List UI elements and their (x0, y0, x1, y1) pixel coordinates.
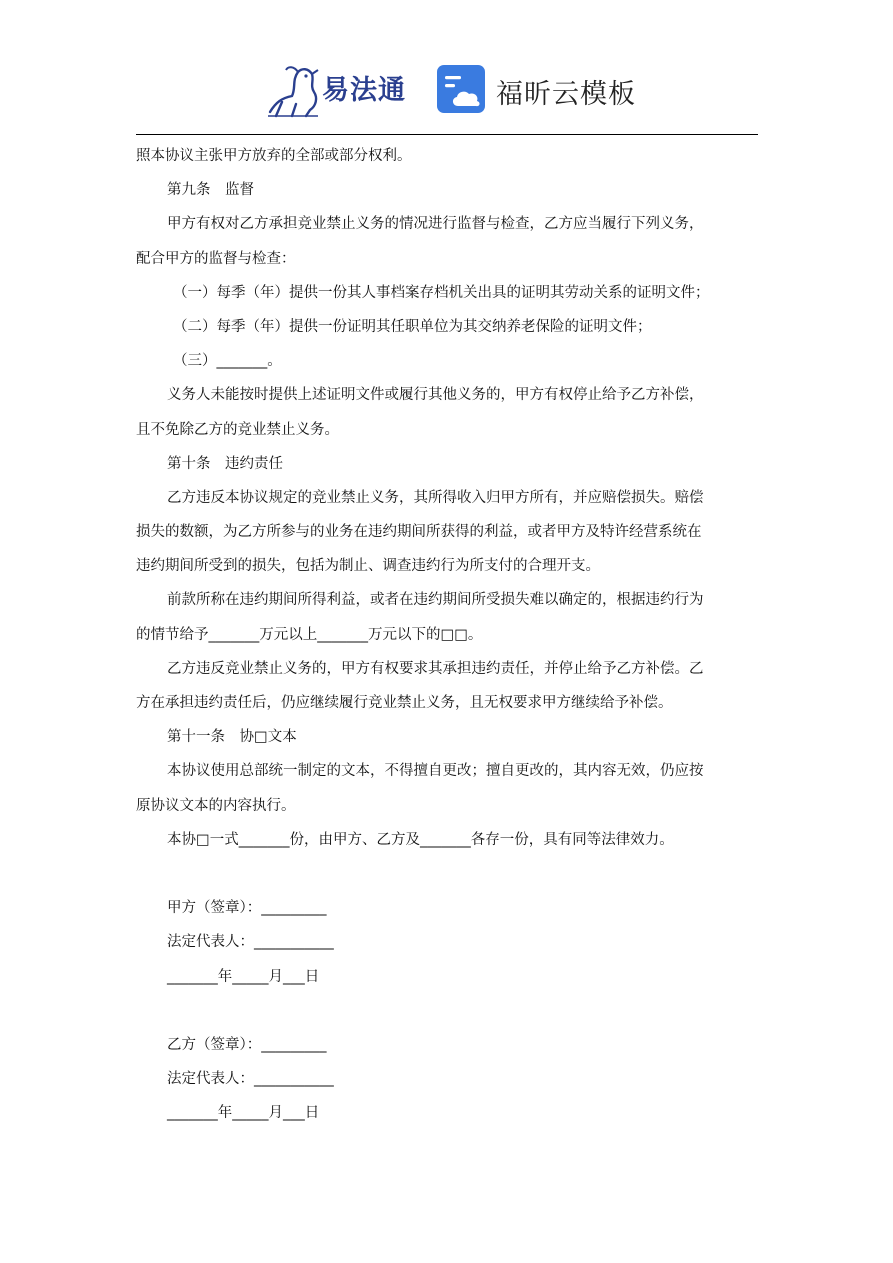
page-header (0, 60, 893, 122)
spacer (136, 863, 758, 897)
logo-yifatong-text: 易法通 (322, 75, 406, 106)
party-a-seal: 甲方（签章）：_________ (167, 900, 327, 917)
document-cloud-icon (436, 64, 486, 114)
party-a-date: _______年_____月___日 (167, 968, 320, 985)
body-line: 乙方违反竞业禁止义务的，甲方有权要求其承担违约责任，并停止给予乙方补偿。乙 (167, 660, 704, 677)
list-item: （一）每季（年）提供一份其人事档案存档机关出具的证明其劳动关系的证明文件； (173, 284, 710, 301)
article-10-heading: 第十条 违约责任 (167, 455, 283, 472)
body-line: 损失的数额，为乙方所参与的业务在违约期间所获得的利益，或者甲方及特许经营系统在 (136, 524, 702, 541)
body-line: 方在承担违约责任后，仍应继续履行竞业禁止义务，且无权要求甲方继续给予补偿。 (136, 695, 673, 711)
body-line: 乙方违反本协议规定的竞业禁止义务，其所得收入归甲方所有，并应赔偿损失。赔偿 (167, 489, 704, 506)
body-line: 的情节给予_______万元以上_______万元以下的□□。 (136, 626, 483, 643)
body-line: 照本协议主张甲方放弃的全部或部分权利。 (136, 148, 412, 164)
party-b-representative: 法定代表人：___________ (167, 1071, 334, 1088)
party-b-seal: 乙方（签章）：_________ (167, 1036, 327, 1053)
header-divider (136, 134, 758, 135)
body-line: 前款所称在违约期间所得利益，或者在违约期间所受损失难以确定的，根据违约行为 (167, 592, 704, 609)
body-line: 义务人未能按时提供上述证明文件或履行其他义务的，甲方有权停止给予乙方补偿， (167, 387, 704, 404)
body-line: 且不免除乙方的竞业禁止义务。 (136, 421, 339, 438)
party-a-representative: 法定代表人：___________ (167, 934, 334, 951)
body-line: 违约期间所受到的损失，包括为制止、调查违约行为所支付的合理开支。 (136, 558, 600, 575)
body-line: 甲方有权对乙方承担竞业禁止义务的情况进行监督与检查，乙方应当履行下列义务， (167, 216, 704, 233)
document-body (136, 145, 758, 1136)
article-11-heading: 第十一条 协□文本 (167, 729, 297, 746)
list-item: （三）_______。 (173, 353, 282, 370)
list-item: （二）每季（年）提供一份证明其任职单位为其交纳养老保险的证明文件； (173, 318, 652, 335)
body-line: 配合甲方的监督与检查： (136, 250, 296, 267)
body-line: 原协议文本的内容执行。 (136, 797, 296, 814)
body-line: 本协议使用总部统一制定的文本，不得擅自更改；擅自更改的，其内容无效，仍应按 (167, 763, 704, 780)
logo-fuxin-text: 福昕云模板 (496, 79, 636, 110)
body-line: 本协□一式_______份，由甲方、乙方及_______各存一份，具有同等法律效力。 (167, 831, 674, 848)
party-b-date: _______年_____月___日 (167, 1105, 320, 1122)
article-9-heading: 第九条 监督 (167, 182, 254, 199)
spacer (136, 1000, 758, 1034)
